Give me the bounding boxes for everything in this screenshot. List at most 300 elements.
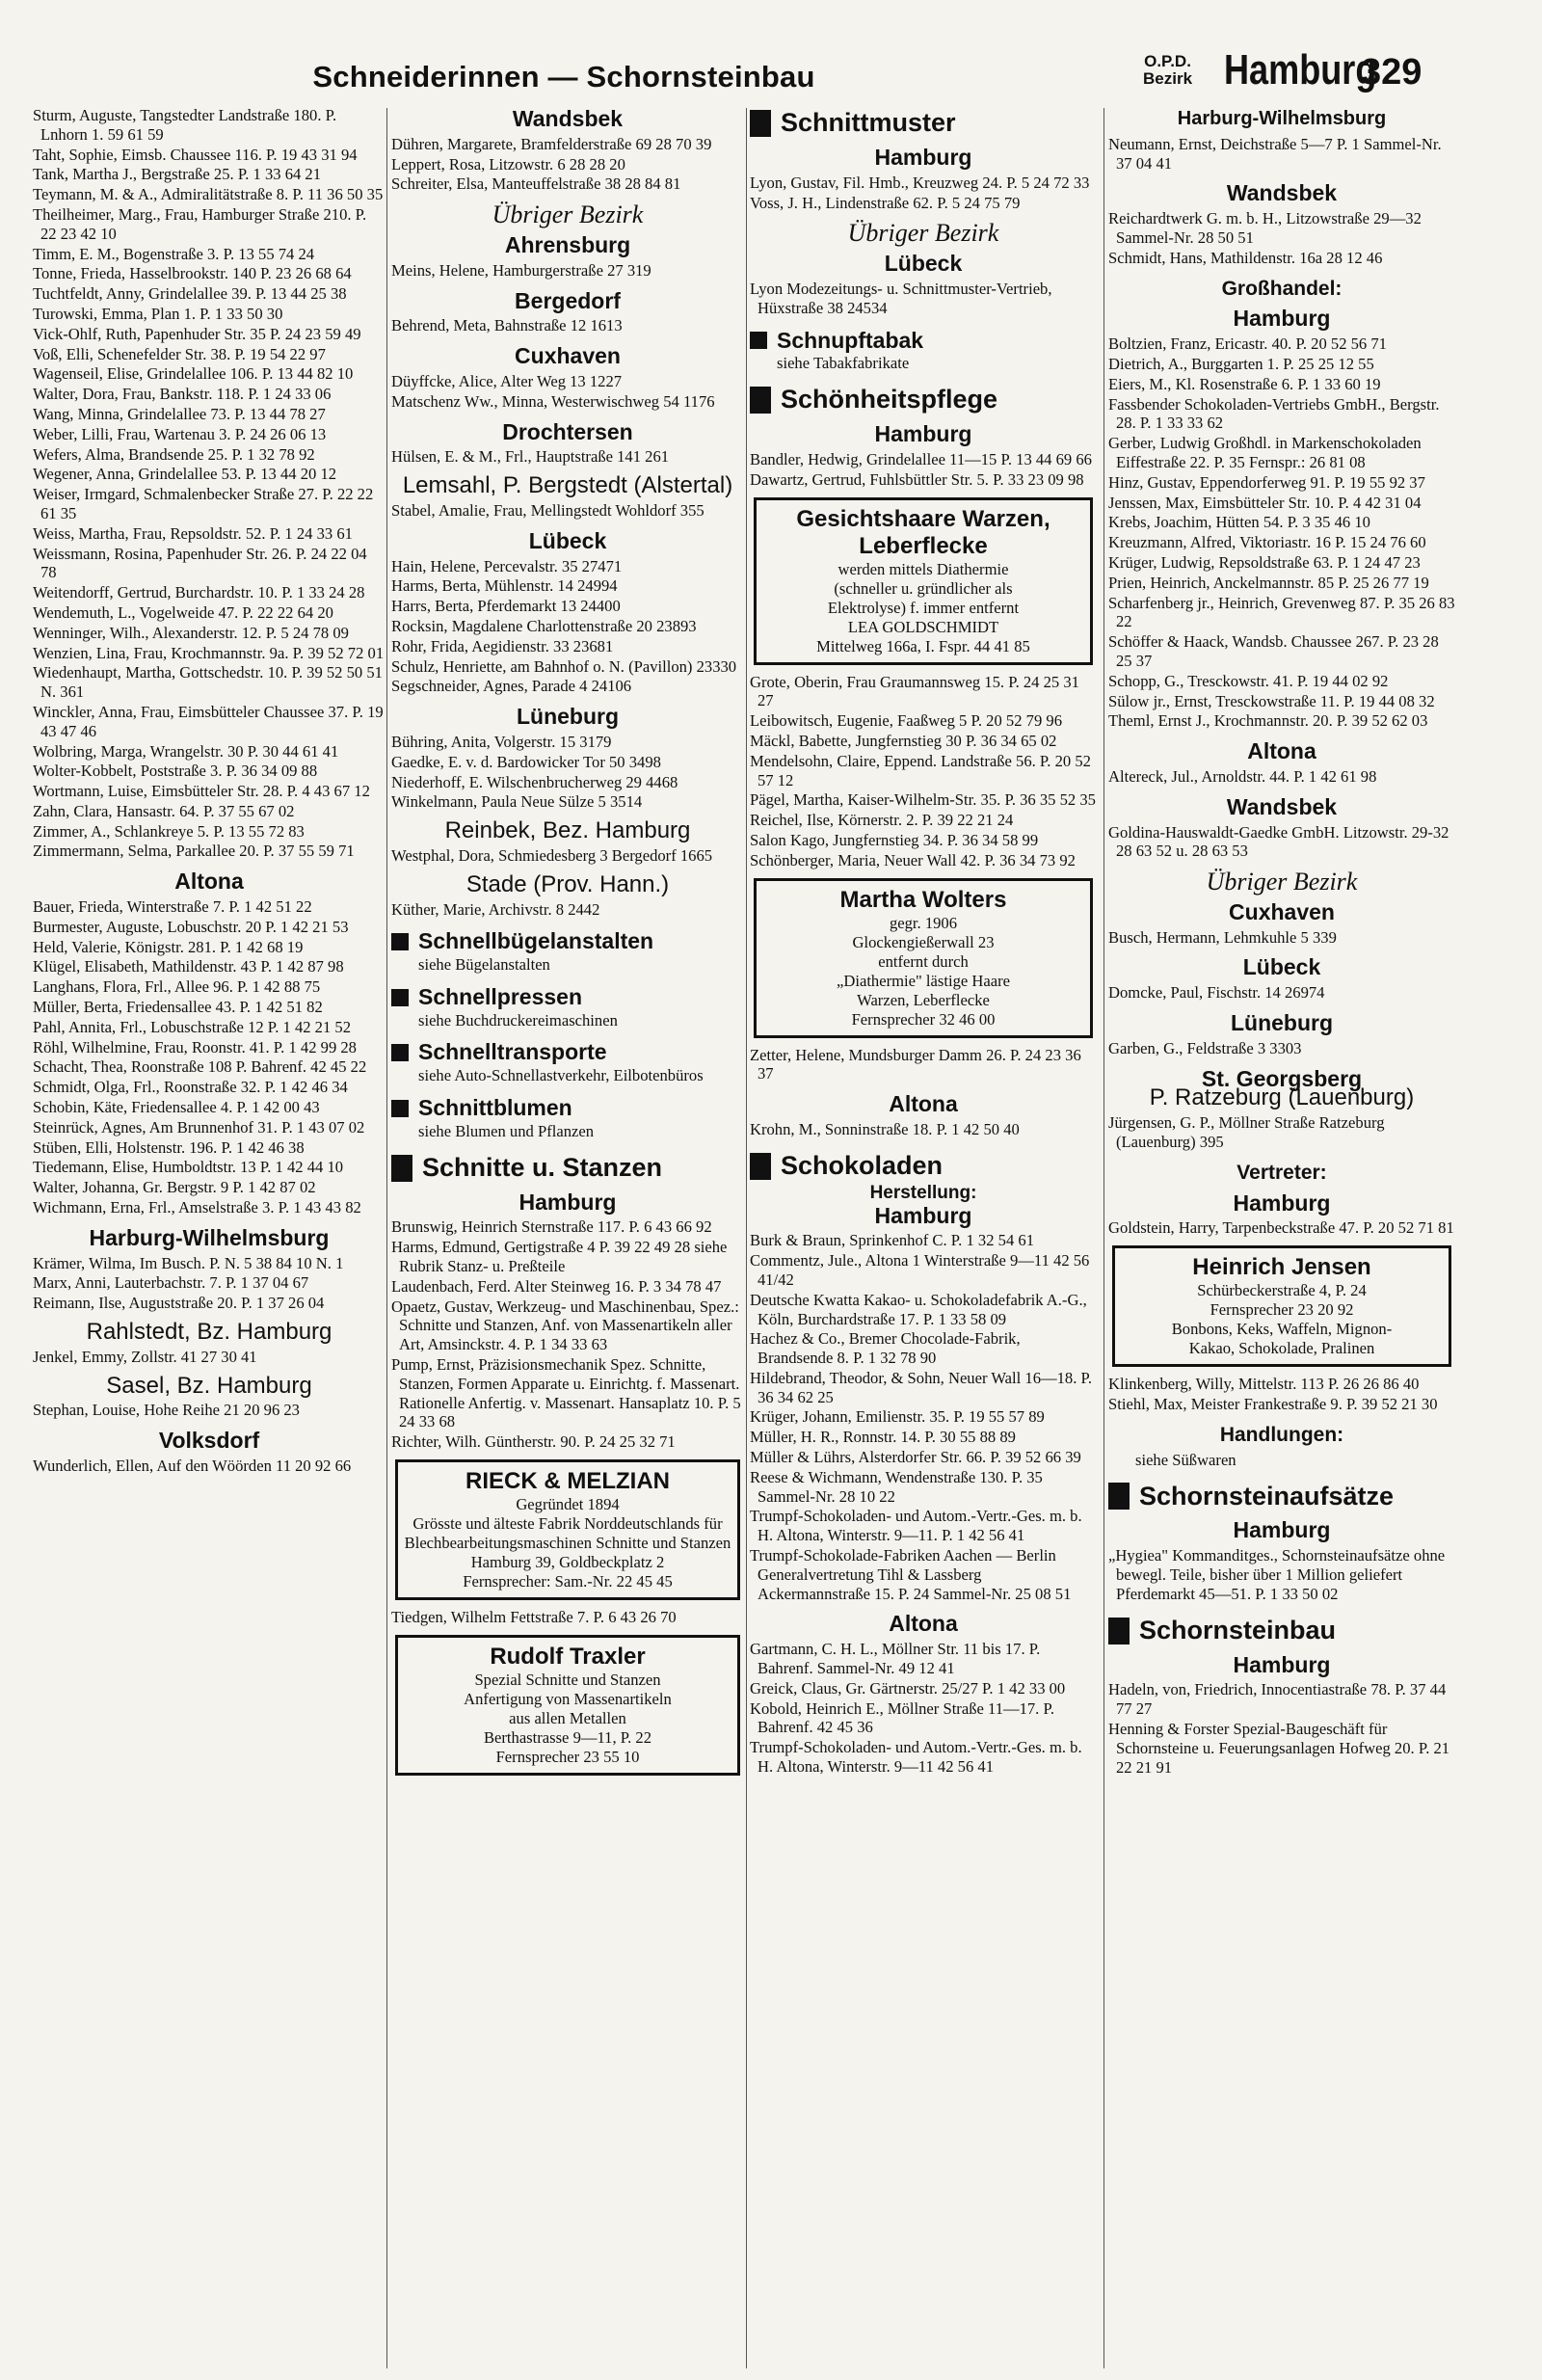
directory-entry: Wefers, Alma, Brandsende 25. P. 1 32 78 92	[33, 444, 315, 464]
entry-list	[750, 1231, 1097, 1603]
directory-entry: Müller, H. R., Ronnstr. 14. P. 30 55 88 89	[750, 1428, 1016, 1447]
directory-entry: Richter, Wilh. Güntherstr. 90. P. 24 25 32 71	[391, 1432, 676, 1452]
directory-entry: Zetter, Helene, Mundsburger Damm 26. P. 24 23 36 37	[750, 1045, 1081, 1083]
directory-entry: Klinkenberg, Willy, Mittelstr. 113 P. 26 26 86 40	[1108, 1375, 1420, 1394]
directory-entry: Hain, Helene, Percevalstr. 35 27471	[391, 556, 623, 575]
directory-entry: Voss, J. H., Lindenstraße 62. P. 5 24 75 79	[750, 193, 1021, 212]
directory-entry: Lyon, Gustav, Fil. Hmb., Kreuzweg 24. P. 5 24 72 33	[750, 173, 1090, 192]
advertisement-box	[395, 1459, 740, 1600]
directory-entry: Röhl, Wilhelmine, Frau, Roonstr. 41. P. 1 42 99 28	[33, 1037, 357, 1056]
directory-entry: Bühring, Anita, Volgerstr. 15 3179	[391, 732, 612, 751]
entry-list	[391, 900, 744, 920]
directory-entry: Walter, Dora, Frau, Bankstr. 118. P. 1 24 33 06	[33, 385, 332, 404]
section-heading: Hamburg	[874, 145, 972, 170]
see-reference: siehe Tabakfabrikate	[777, 354, 910, 373]
category-title: Schnittmuster	[781, 108, 956, 138]
directory-entry: Laudenbach, Ferd. Alter Steinweg 16. P. 3 34 78 47	[391, 1276, 722, 1296]
category-heading	[1108, 1615, 1455, 1645]
directory-entry: Tonne, Frieda, Hasselbrookstr. 140 P. 23 26 68 64	[33, 264, 352, 283]
section-heading: Reinbek, Bez. Hamburg	[444, 817, 691, 844]
directory-entry: Weiss, Martha, Frau, Repsoldstr. 52. P. 1 24 33 61	[33, 523, 353, 543]
section-heading: Stade (Prov. Hann.)	[465, 870, 670, 897]
directory-entry: Schulz, Henriette, am Bahnhof o. N. (Pavillon) 23330	[391, 656, 737, 676]
directory-entry: Boltzien, Franz, Ericastr. 40. P. 20 52 56 71	[1108, 334, 1387, 354]
directory-entry: Westphal, Dora, Schmiedesberg 3 Bergedorf 1665	[391, 845, 713, 865]
section-heading: Hamburg	[1233, 1651, 1331, 1677]
ad-line: Schürbeckerstraße 4, P. 24	[1197, 1281, 1367, 1300]
directory-entry: Wegener, Anna, Grindelallee 53. P. 13 44 20 12	[33, 465, 337, 484]
ad-line: (schneller u. gründlicher als	[834, 578, 1013, 598]
ad-line: Gegründet 1894	[516, 1495, 620, 1514]
directory-entry: Mendelsohn, Claire, Eppend. Landstraße 56. P. 20 52 57 12	[750, 751, 1091, 789]
directory-entry: Trumpf-Schokoladen- und Autom.-Vertr.-Ges. m. b. H. Altona, Winterstr. 9—11. P. 1 42 56 41	[750, 1507, 1082, 1545]
ad-line: Hamburg 39, Goldbeckplatz 2	[470, 1553, 665, 1572]
entry-list	[1108, 983, 1455, 1003]
directory-entry: Winckler, Anna, Frau, Eimsbütteler Chaussee 37. P. 19 43 47 46	[33, 702, 384, 740]
directory-entry: Behrend, Meta, Bahnstraße 12 1613	[391, 316, 623, 335]
advertisement-box	[1112, 1245, 1451, 1367]
directory-entry: Opaetz, Gustav, Werkzeug- und Maschinenbau, Spez.: Schnitte und Stanzen, Anf. von Massenartikeln aller Art, Amsinckstr. 4. P. 1 34 33 63	[391, 1297, 739, 1354]
entry-list	[33, 1401, 386, 1420]
square-bullet-icon	[391, 1155, 412, 1182]
directory-entry: Pump, Ernst, Präzisionsmechanik Spez. Schnitte, Stanzen, Formen Apparate u. Einrichtg. f. Massenart. Rationelle Anfertig. v. Massenart. Hansaplatz 10. P. 5 24 33 68	[391, 1355, 741, 1431]
directory-entry: Commentz, Jule., Altona 1 Winterstraße 9—11 42 56 41/42	[750, 1251, 1090, 1289]
entry-list	[1108, 334, 1455, 731]
directory-entry: Dawartz, Gertrud, Fuhlsbüttler Str. 5. P. 33 23 09 98	[750, 469, 1084, 489]
directory-entry: Dühren, Margarete, Bramfelderstraße 69 28 70 39	[391, 134, 712, 153]
ad-line: aus allen Metallen	[509, 1708, 626, 1727]
category-title: Schnupftabak	[777, 327, 924, 353]
directory-entry: Reichardtwerk G. m. b. H., Litzowstraße 29—32 Sammel-Nr. 28 50 51	[1108, 209, 1422, 247]
entry-list	[750, 673, 1097, 870]
section-heading: Übriger Bezirk	[1206, 868, 1358, 896]
directory-entry: Tiedgen, Wilhelm Fettstraße 7. P. 6 43 26 70	[391, 1608, 677, 1627]
entry-list	[391, 261, 744, 281]
section-heading: Altona	[1247, 738, 1316, 764]
section-heading: Hamburg	[1233, 1190, 1331, 1216]
directory-entry: Theml, Ernst J., Krochmannstr. 20. P. 39 52 62 03	[1108, 711, 1428, 731]
directory-entry: Timm, E. M., Bogenstraße 3. P. 13 55 74 24	[33, 244, 315, 263]
directory-entry: Wortmann, Luise, Eimsbütteler Str. 28. P. 4 43 67 12	[33, 782, 370, 801]
category-heading	[1108, 1483, 1455, 1510]
ad-line: Spezial Schnitte und Stanzen	[474, 1670, 661, 1689]
square-bullet-icon	[750, 332, 767, 349]
bezirk-text: Bezirk	[1143, 69, 1193, 88]
entry-list	[1108, 1680, 1455, 1777]
see-reference: siehe Buchdruckereimaschinen	[418, 1010, 618, 1030]
ad-line: Fernsprecher 32 46 00	[851, 1009, 996, 1029]
section-heading: Hamburg	[518, 1189, 617, 1215]
directory-entry: Schobin, Käte, Friedensallee 4. P. 1 42 00 43	[33, 1098, 320, 1117]
directory-entry: Wolter-Kobbelt, Poststraße 3. P. 36 34 09 88	[33, 762, 318, 781]
section-heading: Drochtersen	[502, 418, 633, 444]
directory-entry: Krebs, Joachim, Hütten 54. P. 3 35 46 10	[1108, 513, 1370, 532]
directory-entry: Lyon Modezeitungs- u. Schnittmuster-Vertrieb, Hüxstraße 38 24534	[750, 279, 1052, 317]
entry-list	[1108, 1375, 1455, 1414]
directory-entry: Neumann, Ernst, Deichstraße 5—7 P. 1 Sammel-Nr. 37 04 41	[1108, 134, 1442, 173]
ad-title: Heinrich Jensen	[1192, 1254, 1371, 1281]
directory-entry: Jürgensen, G. P., Möllner Straße Ratzeburg (Lauenburg) 395	[1108, 1113, 1385, 1152]
directory-entry: Jenssen, Max, Eimsbütteler Str. 10. P. 4 42 31 04	[1108, 493, 1422, 512]
directory-entry: Küther, Marie, Archivstr. 8 2442	[391, 899, 600, 919]
square-bullet-icon	[750, 387, 771, 414]
square-bullet-icon	[1108, 1483, 1130, 1510]
square-bullet-icon	[750, 1153, 771, 1180]
entry-list	[33, 897, 386, 1217]
directory-entry: Müller & Lührs, Alsterdorfer Str. 66. P. 39 52 66 39	[750, 1448, 1081, 1467]
directory-entry: Henning & Forster Spezial-Baugeschäft für Schornsteine u. Feuerungsanlagen Hofweg 20. P. 21 22 21 91	[1108, 1720, 1450, 1777]
page-number: 329	[1361, 52, 1422, 93]
column-rule	[386, 108, 387, 2368]
directory-entry: Voß, Elli, Schenefelder Str. 38. P. 19 54 22 97	[33, 344, 326, 363]
ad-line: Kakao, Schokolade, Pralinen	[1188, 1339, 1375, 1358]
entry-list	[33, 1254, 386, 1313]
ad-line: Berthastrasse 9—11, P. 22	[483, 1727, 652, 1747]
directory-entry: Wunderlich, Ellen, Auf den Wöörden 11 20 92 66	[33, 1457, 352, 1475]
directory-entry: Leppert, Rosa, Litzowstr. 6 28 28 20	[391, 154, 625, 174]
entry-list	[391, 1608, 744, 1627]
entry-list	[1108, 767, 1455, 787]
directory-entry: Klügel, Elisabeth, Mathildenstr. 43 P. 1 42 87 98	[33, 957, 344, 976]
see-reference: siehe Bügelanstalten	[418, 955, 550, 975]
section-heading: Lübeck	[528, 527, 607, 553]
entry-list	[33, 1457, 386, 1476]
section-heading: Übriger Bezirk	[492, 201, 644, 229]
category-heading	[750, 110, 1097, 137]
directory-entry: Tank, Martha J., Bergstraße 25. P. 1 33 64 21	[33, 165, 322, 184]
section-heading: Hamburg	[1233, 1517, 1331, 1543]
directory-entry: Harms, Berta, Mühlenstr. 14 24994	[391, 576, 618, 596]
entry-list	[750, 1120, 1097, 1139]
directory-entry: Harrs, Berta, Pferdemarkt 13 24400	[391, 597, 621, 616]
entry-list	[750, 174, 1097, 213]
square-bullet-icon	[750, 110, 771, 137]
section-heading: Bergedorf	[515, 287, 621, 313]
directory-entry: Wenzien, Lina, Frau, Krochmannstr. 9a. P. 39 52 72 01	[33, 643, 385, 662]
category-title: Schnitte u. Stanzen	[422, 1152, 663, 1182]
directory-entry: Garben, G., Feldstraße 3 3303	[1108, 1038, 1302, 1057]
column-2	[391, 106, 744, 2371]
ad-line: Elektrolyse) f. immer entfernt	[827, 598, 1020, 617]
section-heading: Lüneburg	[1230, 1010, 1334, 1036]
directory-entry: Turowski, Emma, Plan 1. P. 1 33 50 30	[33, 304, 283, 323]
directory-entry: Goldina-Hauswaldt-Gaedke GmbH. Litzowstr. 29-32 28 63 52 u. 28 63 53	[1108, 822, 1449, 861]
entry-list	[750, 450, 1097, 490]
entry-list	[1108, 1546, 1455, 1603]
directory-entry: Trumpf-Schokoladen- und Autom.-Vertr.-Ges. m. b. H. Altona, Winterstr. 9—11 42 56 41	[750, 1738, 1082, 1777]
entry-list	[1108, 209, 1455, 267]
advertisement-box	[395, 1635, 740, 1776]
section-heading: Sasel, Bz. Hamburg	[106, 1372, 312, 1399]
directory-entry: Schreiter, Elsa, Manteuffelstraße 38 28 84 81	[391, 174, 681, 194]
directory-entry: Zimmer, A., Schlankreye 5. P. 13 55 72 83	[33, 821, 305, 841]
square-bullet-icon	[391, 989, 409, 1006]
directory-entry: Krohn, M., Sonninstraße 18. P. 1 42 50 40	[750, 1119, 1020, 1138]
directory-entry: Rohr, Frida, Aegidienstr. 33 23681	[391, 636, 614, 655]
directory-entry: Goldstein, Harry, Tarpenbeckstraße 47. P. 20 52 71 81	[1108, 1218, 1454, 1238]
entry-list	[1108, 928, 1455, 948]
directory-entry: Gartmann, C. H. L., Möllner Str. 11 bis 17. P. Bahrenf. Sammel-Nr. 49 12 41	[750, 1640, 1041, 1678]
directory-entry: Leibowitsch, Eugenie, Faaßweg 5 P. 20 52 79 96	[750, 711, 1062, 731]
directory-entry: Brunswig, Heinrich Sternstraße 117. P. 6 43 66 92	[391, 1217, 712, 1237]
entry-list	[391, 447, 744, 467]
directory-entry: Mäckl, Babette, Jungfernstieg 30 P. 36 34 65 02	[750, 731, 1057, 750]
entry-list	[33, 106, 386, 861]
section-heading: Lemsahl, P. Bergstedt (Alstertal)	[402, 472, 733, 499]
section-heading: Übriger Bezirk	[847, 219, 999, 248]
ad-line: Glockengießerwall 23	[852, 932, 995, 951]
category-title: Schnittblumen	[418, 1095, 572, 1121]
section-heading: Hamburg	[874, 421, 972, 447]
section-heading: Ahrensburg	[504, 231, 631, 257]
entry-list	[391, 135, 744, 194]
category-heading	[391, 1152, 744, 1182]
directory-entry: Zimmermann, Selma, Parkallee 20. P. 37 55 59 71	[33, 842, 355, 861]
category-heading	[391, 1095, 744, 1121]
directory-entry: Sülow jr., Ernst, Tresckowstraße 11. P. 19 44 08 32	[1108, 691, 1435, 710]
ad-line: Fernsprecher 23 20 92	[1210, 1300, 1354, 1320]
entry-list	[391, 316, 744, 335]
directory-entry: Sturm, Auguste, Tangstedter Landstraße 180. P. Lnhorn 1. 59 61 59	[33, 106, 337, 144]
section-heading: Handlungen:	[1219, 1423, 1344, 1446]
directory-entry: Domcke, Paul, Fischstr. 14 26974	[1108, 983, 1325, 1003]
directory-entry: Weissmann, Rosina, Papenhuder Str. 26. P. 24 22 04 78	[33, 544, 367, 582]
category-heading	[391, 928, 744, 954]
section-heading: Hamburg	[1233, 306, 1331, 332]
square-bullet-icon	[391, 933, 409, 950]
column-4	[1108, 106, 1455, 2371]
directory-entry: Düyffcke, Alice, Alter Weg 13 1227	[391, 371, 623, 390]
section-heading: Altona	[174, 869, 244, 895]
entry-list	[1108, 1039, 1455, 1058]
entry-list	[391, 372, 744, 412]
directory-entry: Meins, Helene, Hamburgerstraße 27 319	[391, 260, 651, 280]
entry-list	[1108, 135, 1455, 174]
directory-entry: Taht, Sophie, Eimsb. Chaussee 116. P. 19 43 31 94	[33, 145, 358, 164]
directory-entry: Stephan, Louise, Hohe Reihe 21 20 96 23	[33, 1401, 300, 1420]
section-heading: Volksdorf	[158, 1428, 260, 1454]
entry-list	[391, 1217, 744, 1452]
ad-line: LEA GOLDSCHMIDT	[847, 617, 999, 636]
directory-entry: Busch, Hermann, Lehmkuhle 5 339	[1108, 927, 1337, 947]
column-rule	[1103, 108, 1104, 2368]
directory-entry: Held, Valerie, Königstr. 281. P. 1 42 68 19	[33, 937, 304, 956]
directory-entry: Krüger, Ludwig, Repsoldstraße 63. P. 1 24 47 23	[1108, 552, 1421, 572]
directory-entry: „Hygiea" Kommanditges., Schornsteinaufsätze ohne bewegl. Teile, bisher über 1 Million geliefert Pferdemarkt 45—51. P. 1 33 50 02	[1108, 1546, 1446, 1603]
section-heading: Harburg-Wilhelmsburg	[1177, 108, 1387, 129]
directory-entry: Prien, Heinrich, Anckelmannstr. 85 P. 25 26 77 19	[1108, 573, 1429, 592]
directory-entry: Zahn, Clara, Hansastr. 64. P. 37 55 67 02	[33, 801, 295, 820]
directory-entry: Winkelmann, Paula Neue Sülze 5 3514	[391, 792, 643, 812]
directory-entry: Burmester, Auguste, Lobuschstr. 20 P. 1 42 21 53	[33, 917, 349, 936]
category-title: Schornsteinaufsätze	[1139, 1481, 1395, 1511]
entry-list	[1108, 1113, 1455, 1152]
section-heading: Großhandel:	[1221, 277, 1343, 300]
directory-entry: Hülsen, E. & M., Frl., Hauptstraße 141 261	[391, 447, 670, 467]
ad-line: Warzen, Leberflecke	[857, 990, 990, 1009]
directory-entry: Fassbender Schokoladen-Vertriebs GmbH., Bergstr. 28. P. 1 33 33 62	[1108, 394, 1440, 433]
directory-entry: Wang, Minna, Grindelallee 73. P. 13 44 78 27	[33, 404, 326, 423]
directory-entry: Schönberger, Maria, Neuer Wall 42. P. 36 34 73 92	[750, 850, 1076, 869]
directory-entry: Hadeln, von, Friedrich, Innocentiastraße 78. P. 37 44 77 27	[1108, 1680, 1447, 1719]
directory-entry: Schöffer & Haack, Wandsb. Chaussee 267. P. 23 28 25 37	[1108, 632, 1439, 670]
page-header	[0, 0, 1542, 116]
directory-entry: Rocksin, Magdalene Charlottenstraße 20 23893	[391, 616, 697, 635]
ad-line: Fernsprecher 23 55 10	[495, 1747, 640, 1766]
directory-entry: Wendemuth, L., Vogelweide 47. P. 22 22 64 20	[33, 602, 333, 622]
entry-list	[750, 1640, 1097, 1777]
directory-entry: Wiedenhaupt, Martha, Gottschedstr. 10. P. 39 52 50 51 N. 361	[33, 663, 383, 702]
advertisement-box	[754, 497, 1093, 665]
directory-entry: Vick-Ohlf, Ruth, Papenhuder Str. 35 P. 24 23 59 49	[33, 324, 361, 343]
see-reference: siehe Blumen und Pflanzen	[418, 1121, 595, 1140]
entry-list	[391, 733, 744, 812]
directory-entry: Müller, Berta, Friedensallee 43. P. 1 42 51 82	[33, 998, 323, 1017]
category-title: Schokoladen	[781, 1150, 944, 1180]
directory-entry: Grote, Oberin, Frau Graumannsweg 15. P. 24 25 31 27	[750, 672, 1079, 710]
directory-entry: Wagenseil, Elise, Grindelallee 106. P. 13 44 82 10	[33, 364, 354, 384]
section-heading: Harburg-Wilhelmsburg	[89, 1224, 330, 1250]
directory-entry: Stüben, Elli, Holstenstr. 196. P. 1 42 46 38	[33, 1137, 305, 1157]
section-heading: Lübeck	[1242, 954, 1321, 980]
ad-line: Blechbearbeitungsmaschinen Schnitte und Stanzen	[404, 1534, 731, 1553]
section-heading: Vertreter:	[1236, 1161, 1327, 1184]
directory-entry: Steinrück, Agnes, Am Brunnenhof 31. P. 1 43 07 02	[33, 1117, 365, 1137]
category-title: Schnellpressen	[418, 983, 583, 1009]
directory-entry: Schacht, Thea, Roonstraße 108 P. Bahrenf. 42 45 22	[33, 1057, 367, 1077]
directory-entry: Schmidt, Olga, Frl., Roonstraße 32. P. 1 42 46 34	[33, 1078, 348, 1097]
city-title: Hamburg	[1224, 46, 1377, 94]
directory-entry: Greick, Claus, Gr. Gärtnerstr. 25/27 P. 1 42 33 00	[750, 1678, 1066, 1698]
directory-entry: Gerber, Ludwig Großhdl. in Markenschokoladen Eiffestraße 22. P. 35 Fernspr.: 26 81 08	[1108, 434, 1422, 471]
ad-line: gegr. 1906	[889, 913, 958, 932]
directory-entry: Deutsche Kwatta Kakao- u. Schokoladefabrik A.-G., Köln, Burchardstraße 17. P. 1 33 58 09	[750, 1290, 1087, 1328]
directory-entry: Kobold, Heinrich E., Möllner Straße 11—17. P. Bahrenf. 42 45 36	[750, 1698, 1055, 1737]
ad-title: RIECK & MELZIAN	[465, 1468, 670, 1495]
ad-line: „Diathermie" lästige Haare	[837, 971, 1010, 990]
directory-entry: Bauer, Frieda, Winterstraße 7. P. 1 42 51 22	[33, 897, 312, 917]
directory-entry: Wichmann, Erna, Frl., Amselstraße 3. P. 1 43 43 82	[33, 1198, 361, 1217]
directory-entry: Segschneider, Agnes, Parade 4 24106	[391, 677, 632, 696]
column-rule	[746, 108, 747, 2368]
ad-line: werden mittels Diathermie	[837, 559, 1009, 578]
directory-entry: Dietrich, A., Burggarten 1. P. 25 25 12 55	[1108, 354, 1374, 373]
section-heading: Altona	[889, 1091, 958, 1117]
square-bullet-icon	[391, 1100, 409, 1117]
directory-entry: Kreuzmann, Alfred, Viktoriastr. 16 P. 15 24 76 60	[1108, 533, 1426, 552]
see-reference: siehe Süßwaren	[1135, 1450, 1236, 1469]
directory-entry: Salon Kago, Jungfernstieg 34. P. 36 34 58 99	[750, 830, 1039, 849]
directory-entry: Bandler, Hedwig, Grindelallee 11—15 P. 13 44 69 66	[750, 449, 1092, 468]
directory-entry: Stabel, Amalie, Frau, Mellingstedt Wohldorf 355	[391, 500, 705, 520]
directory-entry: Walter, Johanna, Gr. Bergstr. 9 P. 1 42 87 02	[33, 1178, 316, 1197]
directory-entry: Weiser, Irmgard, Schmalenbecker Straße 27. P. 22 22 61 35	[33, 485, 374, 522]
section-heading: Altona	[889, 1611, 958, 1637]
category-title: Schönheitspflege	[781, 385, 998, 414]
category-heading	[391, 983, 744, 1009]
ad-title: Rudolf Traxler	[490, 1643, 646, 1670]
section-heading: Lüneburg	[516, 704, 620, 730]
directory-entry: Matschenz Ww., Minna, Westerwischweg 54 1176	[391, 391, 715, 411]
directory-entry: Langhans, Flora, Frl., Allee 96. P. 1 42 88 75	[33, 977, 321, 997]
page-title: Schneiderinnen — Schornsteinbau	[312, 60, 815, 94]
directory-entry: Tuchtfeldt, Anny, Grindelallee 39. P. 13 44 25 38	[33, 284, 347, 304]
section-heading: Rahlstedt, Bz. Hamburg	[86, 1319, 332, 1346]
section-heading: P. Ratzeburg (Lauenburg)	[1149, 1084, 1415, 1111]
directory-entry: Reese & Wichmann, Wendenstraße 130. P. 35 Sammel-Nr. 28 10 22	[750, 1467, 1043, 1506]
category-title: Schornsteinbau	[1139, 1615, 1337, 1645]
directory-entry: Teymann, M. & A., Admiralitätstraße 8. P. 11 36 50 35	[33, 185, 384, 204]
directory-entry: Krämer, Wilma, Im Busch. P. N. 5 38 84 10 N. 1	[33, 1253, 344, 1272]
directory-entry: Trumpf-Schokolade-Fabriken Aachen — Berlin Generalvertretung Tihl & Lassberg Ackermannstraße 15. P. 24 Sammel-Nr. 25 08 51	[750, 1546, 1072, 1603]
section-heading: Cuxhaven	[1229, 898, 1335, 924]
directory-entry: Jenkel, Emmy, Zollstr. 41 27 30 41	[33, 1347, 257, 1366]
directory-entry: Wolbring, Marga, Wrangelstr. 30 P. 30 44 61 41	[33, 741, 339, 761]
column-1	[33, 106, 386, 2371]
directory-entry: Hildebrand, Theodor, & Sohn, Neuer Wall 16—18. P. 36 34 62 25	[750, 1368, 1093, 1406]
ad-line: Grösste und älteste Fabrik Norddeutschlands für	[412, 1514, 723, 1534]
directory-entry: Theilheimer, Marg., Frau, Hamburger Straße 210. P. 22 23 42 10	[33, 204, 367, 243]
ad-line: Bonbons, Keks, Waffeln, Mignon-	[1171, 1320, 1393, 1339]
section-heading: Hamburg	[874, 1202, 972, 1228]
directory-entry: Tiedemann, Elise, Humboldtstr. 13 P. 1 42 44 10	[33, 1158, 344, 1177]
ad-title: Martha Wolters	[839, 886, 1007, 913]
category-title: Schnelltransporte	[418, 1039, 607, 1065]
directory-entry: Hinz, Gustav, Eppendorferweg 91. P. 19 55 92 37	[1108, 472, 1425, 492]
directory-entry: Hachez & Co., Bremer Chocolade-Fabrik, Brandsende 8. P. 1 32 78 90	[750, 1329, 1021, 1368]
ad-line: Mittelweg 166a, I. Fspr. 44 41 85	[816, 636, 1030, 655]
ad-line: Anfertigung von Massenartikeln	[464, 1689, 672, 1708]
directory-entry: Burk & Braun, Sprinkenhof C. P. 1 32 54 61	[750, 1231, 1035, 1250]
directory-entry: Scharfenberg jr., Heinrich, Grevenweg 87. P. 35 26 83 22	[1108, 593, 1455, 631]
directory-entry: Reichel, Ilse, Körnerstr. 2. P. 39 22 21 24	[750, 811, 1014, 830]
entry-list	[391, 557, 744, 697]
section-heading: Cuxhaven	[515, 343, 621, 369]
directory-entry: Harms, Edmund, Gertigstraße 4 P. 39 22 49 28 siehe Rubrik Stanz- u. Preßteile	[391, 1238, 728, 1276]
entry-list	[750, 280, 1097, 318]
ad-title: Gesichtshaare Warzen, Leberflecke	[796, 505, 1050, 559]
section-heading: Lübeck	[884, 251, 963, 277]
directory-entry: Niederhoff, E. Wilschenbrucherweg 29 4468	[391, 772, 678, 791]
advertisement-box	[754, 878, 1093, 1038]
directory-entry: Krüger, Johann, Emilienstr. 35. P. 19 55 57 89	[750, 1407, 1045, 1427]
section-heading: Wandsbek	[1226, 793, 1338, 819]
category-title: Schnellbügelanstalten	[418, 928, 654, 954]
opd-text: O.P.D.	[1144, 52, 1191, 70]
category-heading	[750, 387, 1097, 414]
directory-entry: Weber, Lilli, Frau, Wartenau 3. P. 24 26 06 13	[33, 424, 327, 443]
column-3	[750, 106, 1097, 2371]
directory-entry: Weitendorff, Gertrud, Burchardstr. 10. P. 1 33 24 28	[33, 583, 365, 602]
entry-list	[33, 1348, 386, 1367]
see-reference: siehe Auto-Schnellastverkehr, Eilbotenbüros	[418, 1066, 704, 1085]
directory-entry: Gaedke, E. v. d. Bardowicker Tor 50 3498	[391, 752, 661, 771]
section-heading: Herstellung:	[869, 1182, 977, 1203]
section-heading: St. Georgsberg	[1201, 1065, 1363, 1091]
directory-entry: Pägel, Martha, Kaiser-Wilhelm-Str. 35. P. 36 35 52 35	[750, 790, 1096, 810]
entry-list	[1108, 1218, 1455, 1238]
directory-entry: Wenninger, Wilh., Alexanderstr. 12. P. 5 24 78 09	[33, 623, 349, 642]
entry-list	[391, 846, 744, 866]
ad-line: Fernsprecher: Sam.-Nr. 22 45 45	[463, 1572, 673, 1591]
ad-line: entfernt durch	[878, 951, 969, 971]
directory-entry: Stiehl, Max, Meister Frankestraße 9. P. 39 52 21 30	[1108, 1395, 1438, 1414]
category-heading	[750, 327, 1097, 353]
entry-list	[750, 1046, 1097, 1084]
category-heading	[750, 1150, 1097, 1180]
directory-entry: Schmidt, Hans, Mathildenstr. 16a 28 12 46	[1108, 248, 1383, 267]
directory-entry: Marx, Anni, Lauterbachstr. 7. P. 1 37 04 67	[33, 1273, 309, 1293]
